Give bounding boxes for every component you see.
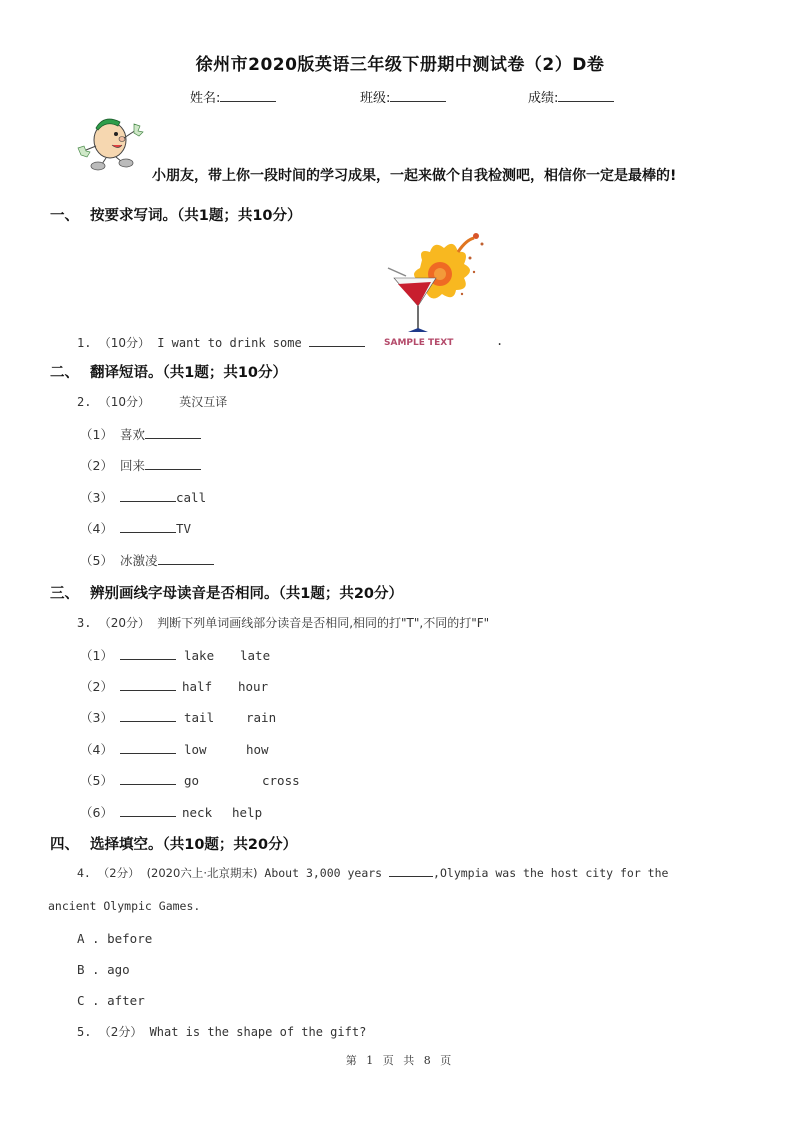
phonics-item <box>80 646 270 664</box>
question-score: （10分） <box>98 336 150 350</box>
phonics-item <box>80 677 268 695</box>
question-number: 1. <box>77 336 92 350</box>
word-1: low <box>184 742 207 757</box>
question-4 <box>77 865 668 881</box>
option-c[interactable] <box>77 993 145 1008</box>
question-score: （2分） <box>97 866 140 880</box>
answer-blank[interactable] <box>120 711 176 722</box>
answer-blank[interactable] <box>145 428 201 439</box>
word-1: half <box>182 679 213 694</box>
section-title: 辨别画线字母读音是否相同。（共1题；共20分） <box>90 586 404 602</box>
question-source: (2020六上·北京期末) <box>146 866 258 880</box>
option-label: A . <box>77 931 100 946</box>
question-text-continued: ,Olympia was the host city for the <box>433 866 669 880</box>
section-4-heading <box>50 833 297 854</box>
section-number: 一、 <box>50 208 79 224</box>
answer-blank[interactable] <box>145 459 201 470</box>
question-text: What is the shape of the gift? <box>149 1025 367 1039</box>
question-score: （20分） <box>98 616 150 630</box>
item-index: （6） <box>80 805 113 820</box>
class-label: 班级: <box>360 91 391 106</box>
item-text: 冰激凌 <box>120 553 158 568</box>
translate-item <box>80 488 206 506</box>
word-1: neck <box>182 805 213 820</box>
translate-item <box>80 456 201 474</box>
question-3 <box>77 614 489 631</box>
cocktail-icon <box>378 230 490 350</box>
option-text: before <box>107 931 153 946</box>
question-text: I want to drink some <box>157 336 302 350</box>
answer-blank[interactable] <box>120 806 176 817</box>
item-text: TV <box>176 521 192 536</box>
question-5 <box>77 1023 366 1040</box>
translate-item <box>80 425 201 443</box>
page-footer: 第 1 页 共 8 页 <box>345 1054 455 1067</box>
score-label: 成绩: <box>528 91 559 106</box>
cocktail-sample-text: SAMPLE TEXT <box>384 338 454 348</box>
class-field[interactable] <box>360 87 446 106</box>
question-1-period: . <box>496 334 504 348</box>
answer-blank[interactable] <box>389 866 433 877</box>
section-title: 按要求写词。（共1题；共10分） <box>90 208 302 224</box>
intro-text: 小朋友，带上你一段时间的学习成果，一起来做个自我检测吧，相信你一定是最棒的! <box>152 168 677 184</box>
item-text: call <box>176 490 207 505</box>
name-field[interactable] <box>190 87 276 106</box>
question-number: 4. <box>77 866 91 880</box>
item-text: 喜欢 <box>120 427 146 442</box>
question-text: 英汉互译 <box>179 395 228 409</box>
class-blank[interactable] <box>390 91 446 102</box>
option-a[interactable] <box>77 931 152 946</box>
section-1-heading <box>50 204 302 225</box>
answer-blank[interactable] <box>120 491 176 502</box>
phonics-item <box>80 771 300 789</box>
score-field[interactable] <box>528 87 614 106</box>
question-number: 5. <box>77 1025 92 1039</box>
answer-blank[interactable] <box>120 743 176 754</box>
question-score: （2分） <box>98 1025 143 1039</box>
item-index: （2） <box>80 458 113 473</box>
word-2: cross <box>262 773 300 788</box>
item-index: （3） <box>80 710 113 725</box>
name-blank[interactable] <box>220 91 276 102</box>
item-index: （2） <box>80 679 113 694</box>
question-score: （10分） <box>98 395 150 409</box>
section-2-heading <box>50 361 287 382</box>
section-title: 翻译短语。（共1题；共10分） <box>90 365 288 381</box>
question-number: 3. <box>77 616 92 630</box>
item-index: （1） <box>80 648 113 663</box>
word-2: hour <box>238 679 269 694</box>
question-text: 判断下列单词画线部分读音是否相同,相同的打"T",不同的打"F" <box>157 616 490 630</box>
phonics-item <box>80 740 269 758</box>
answer-blank[interactable] <box>309 336 365 347</box>
answer-blank[interactable] <box>120 680 176 691</box>
word-2: help <box>232 805 263 820</box>
phonics-item <box>80 708 276 726</box>
option-label: C . <box>77 993 100 1008</box>
option-text: ago <box>107 962 130 977</box>
answer-blank[interactable] <box>120 649 176 660</box>
phonics-item <box>80 803 262 821</box>
word-1: lake <box>184 648 215 663</box>
item-index: （3） <box>80 490 113 505</box>
item-index: （4） <box>80 742 113 757</box>
word-1: tail <box>184 710 215 725</box>
item-index: （4） <box>80 521 113 536</box>
translate-item <box>80 551 214 569</box>
answer-blank[interactable] <box>120 774 176 785</box>
answer-blank[interactable] <box>158 554 214 565</box>
mascot-icon <box>74 112 148 172</box>
answer-blank[interactable] <box>120 522 176 533</box>
question-number: 2. <box>77 395 92 409</box>
name-label: 姓名: <box>190 91 221 106</box>
question-1 <box>77 334 365 351</box>
option-b[interactable] <box>77 962 130 977</box>
translate-item <box>80 519 191 537</box>
item-index: （1） <box>80 427 113 442</box>
score-blank[interactable] <box>558 91 614 102</box>
question-4-line-2: ancient Olympic Games. <box>48 899 201 913</box>
word-2: how <box>246 742 269 757</box>
section-number: 四、 <box>50 837 79 853</box>
word-2: late <box>240 648 271 663</box>
word-2: rain <box>246 710 277 725</box>
page-title: 徐州市2020版英语三年级下册期中测试卷（2）D卷 <box>195 55 605 75</box>
word-1: go <box>184 773 200 788</box>
option-text: after <box>107 993 145 1008</box>
question-text: About 3,000 years <box>264 866 383 880</box>
option-label: B . <box>77 962 100 977</box>
section-number: 三、 <box>50 586 79 602</box>
section-3-heading <box>50 582 403 603</box>
section-number: 二、 <box>50 365 79 381</box>
question-2 <box>77 393 227 410</box>
item-index: （5） <box>80 773 113 788</box>
item-text: 回来 <box>120 458 146 473</box>
section-title: 选择填空。（共10题；共20分） <box>90 837 298 853</box>
item-index: （5） <box>80 553 113 568</box>
